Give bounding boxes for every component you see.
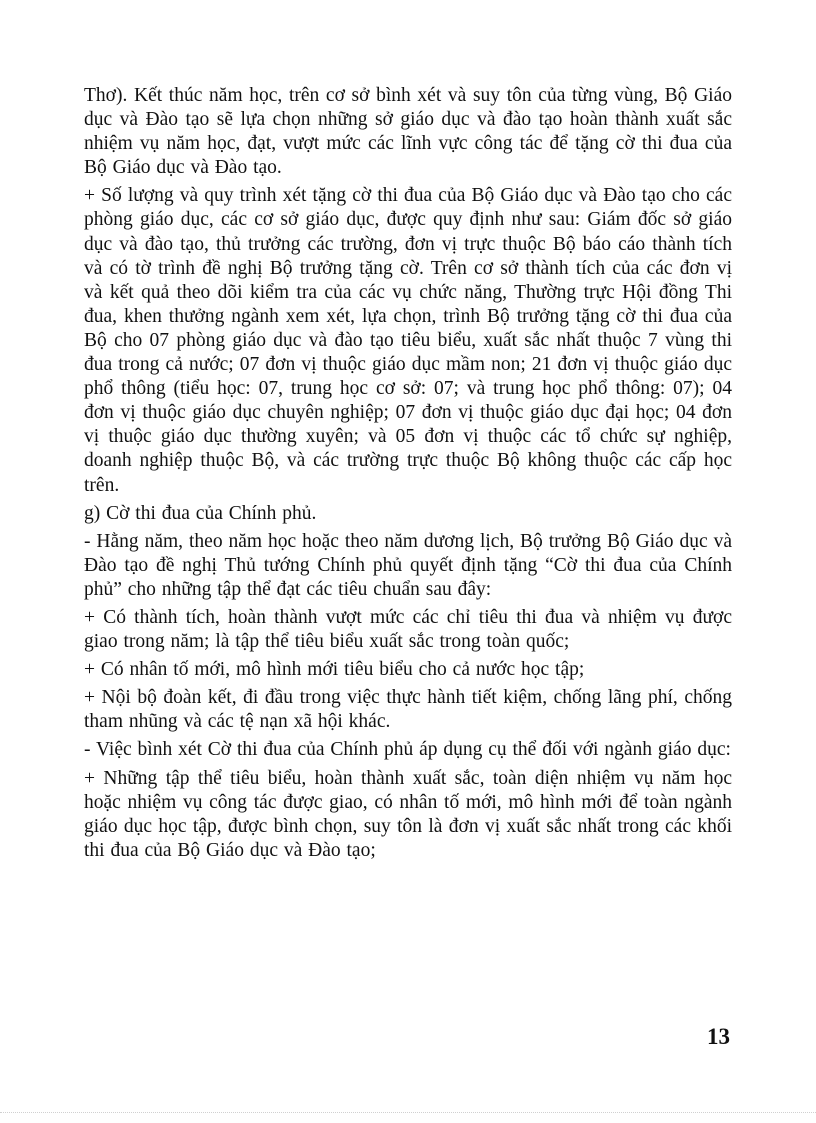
paragraph-1: Thơ). Kết thúc năm học, trên cơ sở bình xét và suy tôn của từng vùng, Bộ Giáo dục và Đào tạo sẽ lựa chọn những sở giáo dục và đào tạo hoàn thành xuất sắc nhiệm vụ năm học, đạt, vượt mức các lĩnh vực công tác để tặng cờ thi đua của Bộ Giáo dục và Đào tạo. <box>84 85 732 179</box>
paragraph-4: - Việc bình xét Cờ thi đua của Chính phủ áp dụng cụ thể đối với ngành giáo dục: <box>84 739 731 761</box>
criterion-2: + Có nhân tố mới, mô hình mới tiêu biểu cho cả nước học tập; <box>84 659 585 681</box>
paragraph-5: + Những tập thể tiêu biểu, hoàn thành xuất sắc, toàn diện nhiệm vụ năm học hoặc nhiệm vụ công tác được giao, có nhân tố mới, mô hình mới để toàn ngành giáo dục học tập, được bình chọn, suy tôn là đơn vị xuất sắc nhất trong các khối thi đua của Bộ Giáo dục và Đào tạo; <box>84 767 732 861</box>
page-number: 13 <box>707 1024 730 1049</box>
criterion-3: + Nội bộ đoàn kết, đi đầu trong việc thực hành tiết kiệm, chống lãng phí, chống tham nhũng và các tệ nạn xã hội khác. <box>84 687 732 733</box>
paragraph-2: + Số lượng và quy trình xét tặng cờ thi đua của Bộ Giáo dục và Đào tạo cho các phòng giáo dục, các cơ sở giáo dục, được quy định như sau: Giám đốc sở giáo dục và đào tạo, thủ trưởng các trường, đơn vị trực thuộc Bộ báo cáo thành tích và có tờ trình đề nghị Bộ trưởng tặng cờ. Trên cơ sở thành tích của các đơn vị và kết quả theo dõi kiểm tra của các vụ chức năng, Thường trực Hội đồng Thi đua, khen thưởng ngành xem xét, lựa chọn, trình Bộ trưởng tặng cờ thi đua của Bộ cho 07 phòng giáo dục và đào tạo tiêu biểu, xuất sắc nhất thuộc 7 vùng thi đua trong cả nước; 07 đơn vị thuộc giáo dục mầm non; 21 đơn vị thuộc giáo dục phổ thông (tiểu học: 07, trung học cơ sở: 07; và trung học phổ thông: 07); 04 đơn vị thuộc giáo dục chuyên nghiệp; 07 đơn vị thuộc giáo dục đại học; 04 đơn vị thuộc giáo dục thường xuyên; và 05 đơn vị thuộc các tổ chức sự nghiệp, doanh nghiệp thuộc Bộ, và các trường trực thuộc Bộ không thuộc các cấp học trên. <box>84 185 732 496</box>
footer-divider <box>0 1112 816 1113</box>
body-text <box>84 84 732 867</box>
section-heading-g: g) Cờ thi đua của Chính phủ. <box>84 502 317 524</box>
criterion-1: + Có thành tích, hoàn thành vượt mức các chỉ tiêu thi đua và nhiệm vụ được giao trong năm; là tập thể tiêu biểu xuất sắc trong toàn quốc; <box>84 606 732 653</box>
paragraph-3: - Hằng năm, theo năm học hoặc theo năm dương lịch, Bộ trưởng Bộ Giáo dục và Đào tạo đề nghị Thủ tướng Chính phủ quyết định tặng “Cờ thi đua của Chính phủ” cho những tập thể đạt các tiêu chuẩn sau đây: <box>84 530 732 600</box>
